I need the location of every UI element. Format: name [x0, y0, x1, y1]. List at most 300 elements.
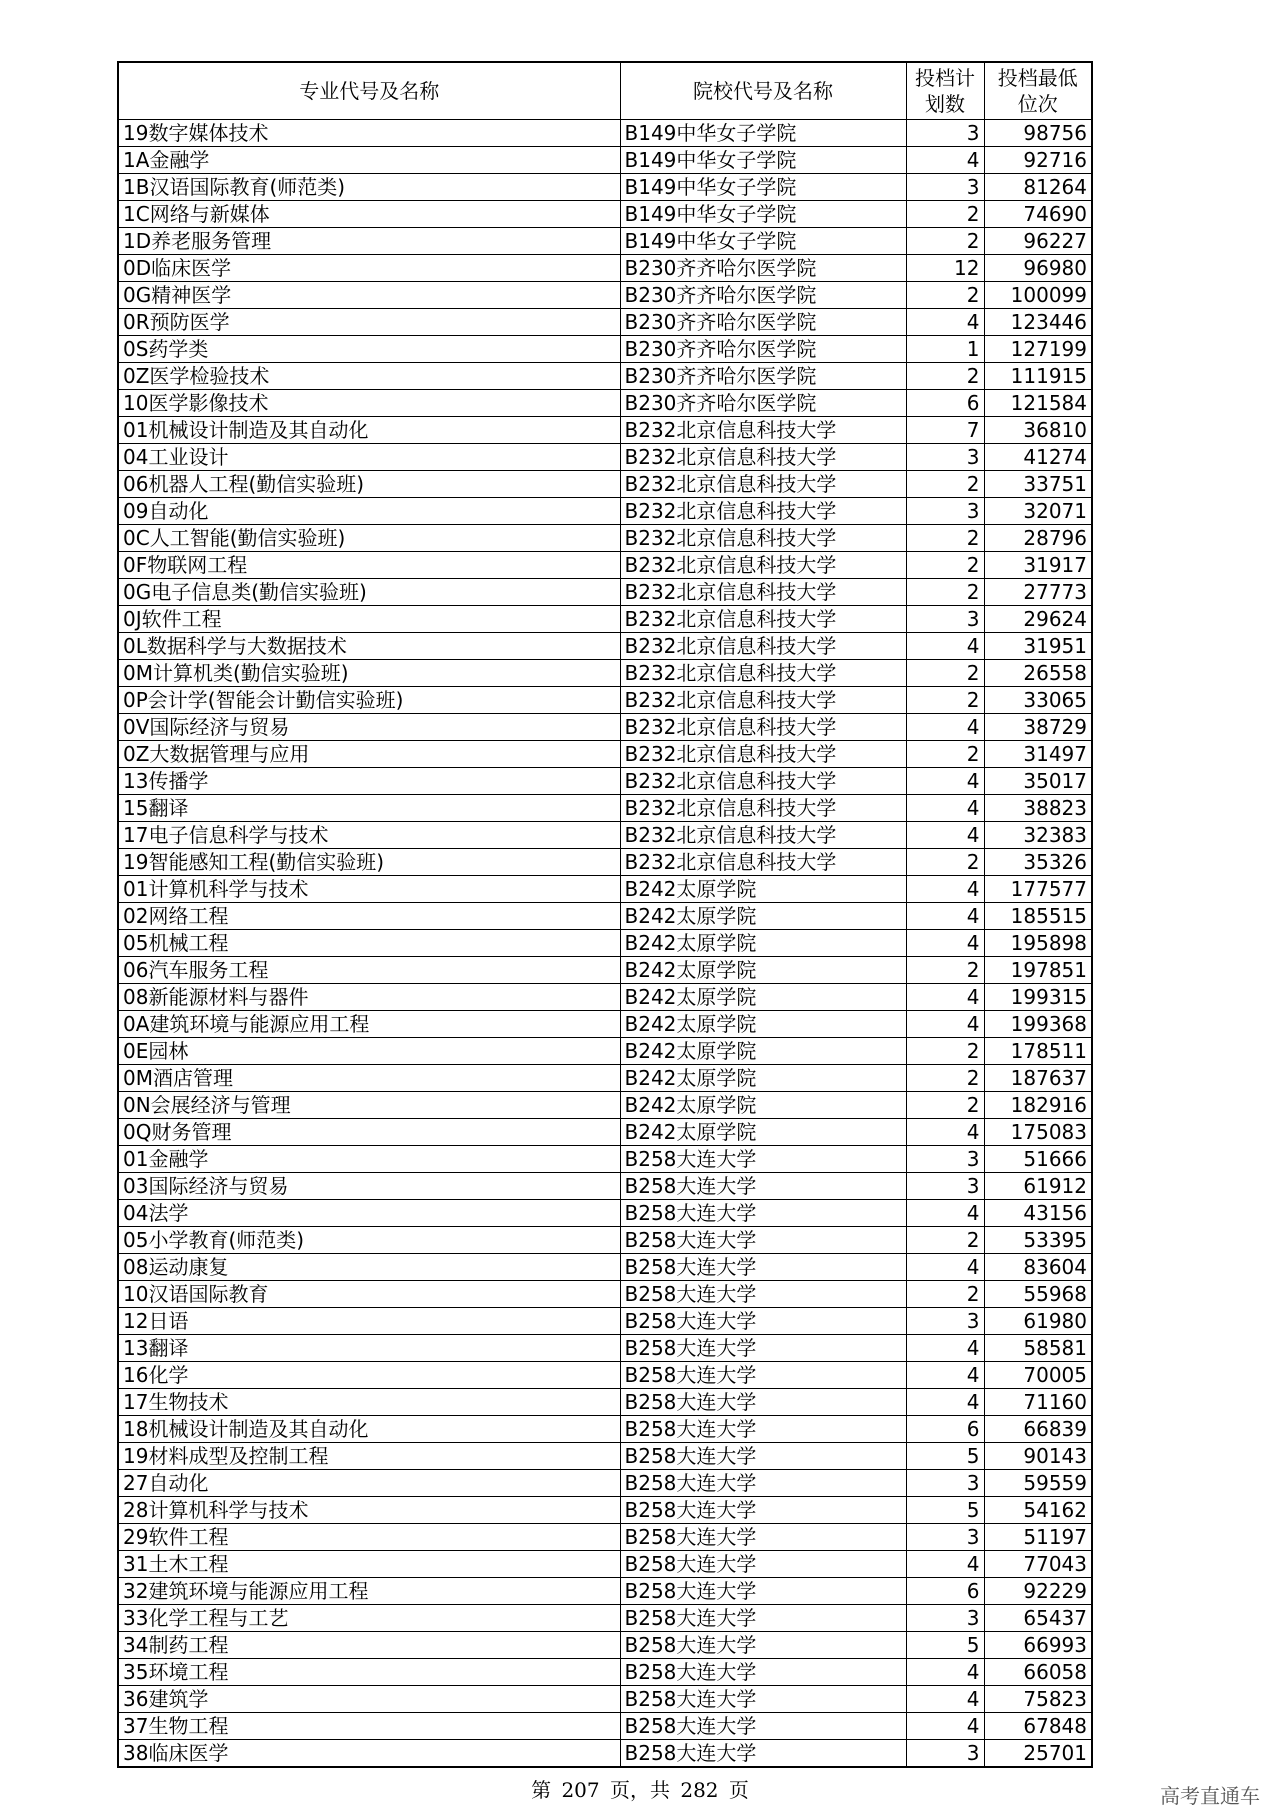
cell-plan-count: 2	[906, 741, 984, 768]
cell-school: B149中华女子学院	[620, 201, 906, 228]
table-row	[118, 309, 1092, 336]
cell-min-rank: 33751	[984, 471, 1092, 498]
admission-table	[117, 61, 1093, 1768]
cell-major: 18机械设计制造及其自动化	[118, 1416, 620, 1443]
cell-school: B258大连大学	[620, 1740, 906, 1768]
cell-major: 05小学教育(师范类)	[118, 1227, 620, 1254]
cell-min-rank: 81264	[984, 174, 1092, 201]
cell-school: B258大连大学	[620, 1335, 906, 1362]
cell-plan-count: 4	[906, 768, 984, 795]
cell-plan-count: 2	[906, 660, 984, 687]
table-row	[118, 714, 1092, 741]
cell-major: 01计算机科学与技术	[118, 876, 620, 903]
cell-major: 05机械工程	[118, 930, 620, 957]
cell-major: 38临床医学	[118, 1740, 620, 1768]
cell-min-rank: 96227	[984, 228, 1092, 255]
table-row	[118, 687, 1092, 714]
table-row	[118, 201, 1092, 228]
cell-major: 0M计算机类(勤信实验班)	[118, 660, 620, 687]
cell-min-rank: 61912	[984, 1173, 1092, 1200]
cell-plan-count: 3	[906, 1524, 984, 1551]
cell-min-rank: 66839	[984, 1416, 1092, 1443]
cell-plan-count: 5	[906, 1443, 984, 1470]
cell-plan-count: 3	[906, 1146, 984, 1173]
cell-school: B232北京信息科技大学	[620, 471, 906, 498]
header-row	[118, 62, 1092, 120]
cell-major: 0G电子信息类(勤信实验班)	[118, 579, 620, 606]
cell-min-rank: 31951	[984, 633, 1092, 660]
cell-min-rank: 27773	[984, 579, 1092, 606]
table-row	[118, 1740, 1092, 1768]
table-row	[118, 1146, 1092, 1173]
cell-plan-count: 4	[906, 822, 984, 849]
cell-min-rank: 54162	[984, 1497, 1092, 1524]
cell-plan-count: 4	[906, 147, 984, 174]
cell-major: 0J软件工程	[118, 606, 620, 633]
cell-min-rank: 177577	[984, 876, 1092, 903]
header-plan-text: 投档计划数	[915, 66, 975, 116]
table-row	[118, 660, 1092, 687]
brand-watermark: 高考直通车	[1160, 1784, 1260, 1808]
cell-school: B258大连大学	[620, 1713, 906, 1740]
cell-min-rank: 199368	[984, 1011, 1092, 1038]
cell-min-rank: 66058	[984, 1659, 1092, 1686]
header-rank-text: 投档最低位次	[997, 66, 1078, 116]
cell-plan-count: 7	[906, 417, 984, 444]
cell-plan-count: 2	[906, 201, 984, 228]
cell-major: 01金融学	[118, 1146, 620, 1173]
cell-major: 06汽车服务工程	[118, 957, 620, 984]
cell-school: B230齐齐哈尔医学院	[620, 309, 906, 336]
cell-major: 0P会计学(智能会计勤信实验班)	[118, 687, 620, 714]
cell-plan-count: 2	[906, 957, 984, 984]
table-row	[118, 390, 1092, 417]
cell-plan-count: 2	[906, 1281, 984, 1308]
cell-major: 1D养老服务管理	[118, 228, 620, 255]
cell-major: 19材料成型及控制工程	[118, 1443, 620, 1470]
cell-school: B258大连大学	[620, 1551, 906, 1578]
cell-school: B232北京信息科技大学	[620, 660, 906, 687]
cell-min-rank: 53395	[984, 1227, 1092, 1254]
table-row	[118, 1227, 1092, 1254]
cell-school: B230齐齐哈尔医学院	[620, 336, 906, 363]
cell-school: B232北京信息科技大学	[620, 633, 906, 660]
cell-school: B230齐齐哈尔医学院	[620, 282, 906, 309]
cell-min-rank: 41274	[984, 444, 1092, 471]
cell-major: 10医学影像技术	[118, 390, 620, 417]
cell-min-rank: 70005	[984, 1362, 1092, 1389]
cell-plan-count: 12	[906, 255, 984, 282]
cell-school: B242太原学院	[620, 876, 906, 903]
cell-school: B232北京信息科技大学	[620, 606, 906, 633]
cell-plan-count: 4	[906, 1254, 984, 1281]
table-row	[118, 795, 1092, 822]
table-row	[118, 255, 1092, 282]
cell-major: 09自动化	[118, 498, 620, 525]
cell-major: 0G精神医学	[118, 282, 620, 309]
cell-school: B149中华女子学院	[620, 228, 906, 255]
cell-major: 37生物工程	[118, 1713, 620, 1740]
cell-major: 27自动化	[118, 1470, 620, 1497]
cell-min-rank: 58581	[984, 1335, 1092, 1362]
cell-school: B258大连大学	[620, 1389, 906, 1416]
cell-plan-count: 3	[906, 120, 984, 147]
cell-school: B258大连大学	[620, 1443, 906, 1470]
cell-major: 0D临床医学	[118, 255, 620, 282]
cell-min-rank: 29624	[984, 606, 1092, 633]
cell-school: B258大连大学	[620, 1497, 906, 1524]
cell-plan-count: 2	[906, 687, 984, 714]
page-footer	[0, 1774, 1280, 1803]
cell-school: B149中华女子学院	[620, 174, 906, 201]
cell-school: B232北京信息科技大学	[620, 768, 906, 795]
cell-plan-count: 1	[906, 336, 984, 363]
cell-major: 0C人工智能(勤信实验班)	[118, 525, 620, 552]
cell-min-rank: 74690	[984, 201, 1092, 228]
cell-plan-count: 4	[906, 633, 984, 660]
cell-plan-count: 4	[906, 1659, 984, 1686]
cell-plan-count: 4	[906, 1119, 984, 1146]
cell-plan-count: 4	[906, 984, 984, 1011]
cell-min-rank: 55968	[984, 1281, 1092, 1308]
cell-major: 0Z大数据管理与应用	[118, 741, 620, 768]
table-row	[118, 552, 1092, 579]
cell-min-rank: 36810	[984, 417, 1092, 444]
table-row	[118, 1713, 1092, 1740]
cell-school: B232北京信息科技大学	[620, 552, 906, 579]
table-row	[118, 768, 1092, 795]
cell-major: 0L数据科学与大数据技术	[118, 633, 620, 660]
cell-plan-count: 4	[906, 876, 984, 903]
cell-min-rank: 92716	[984, 147, 1092, 174]
cell-school: B232北京信息科技大学	[620, 525, 906, 552]
cell-min-rank: 38729	[984, 714, 1092, 741]
table-row	[118, 1254, 1092, 1281]
cell-major: 0R预防医学	[118, 309, 620, 336]
header-school: 院校代号及名称	[620, 62, 906, 120]
cell-min-rank: 199315	[984, 984, 1092, 1011]
cell-plan-count: 4	[906, 1362, 984, 1389]
cell-plan-count: 4	[906, 1713, 984, 1740]
cell-major: 0F物联网工程	[118, 552, 620, 579]
cell-plan-count: 6	[906, 390, 984, 417]
cell-plan-count: 4	[906, 1686, 984, 1713]
cell-major: 16化学	[118, 1362, 620, 1389]
table-row	[118, 1497, 1092, 1524]
cell-school: B232北京信息科技大学	[620, 579, 906, 606]
cell-min-rank: 26558	[984, 660, 1092, 687]
table-row	[118, 633, 1092, 660]
table-row	[118, 741, 1092, 768]
cell-major: 1B汉语国际教育(师范类)	[118, 174, 620, 201]
cell-plan-count: 5	[906, 1497, 984, 1524]
cell-school: B258大连大学	[620, 1659, 906, 1686]
cell-school: B230齐齐哈尔医学院	[620, 363, 906, 390]
cell-school: B258大连大学	[620, 1227, 906, 1254]
cell-min-rank: 121584	[984, 390, 1092, 417]
table-row	[118, 417, 1092, 444]
table-row	[118, 1551, 1092, 1578]
cell-plan-count: 3	[906, 1470, 984, 1497]
table-row	[118, 1443, 1092, 1470]
cell-plan-count: 2	[906, 1065, 984, 1092]
cell-major: 10汉语国际教育	[118, 1281, 620, 1308]
cell-school: B242太原学院	[620, 1092, 906, 1119]
cell-major: 0A建筑环境与能源应用工程	[118, 1011, 620, 1038]
cell-school: B232北京信息科技大学	[620, 741, 906, 768]
cell-school: B242太原学院	[620, 903, 906, 930]
cell-min-rank: 100099	[984, 282, 1092, 309]
table-row	[118, 147, 1092, 174]
cell-major: 32建筑环境与能源应用工程	[118, 1578, 620, 1605]
table-row	[118, 444, 1092, 471]
header-rank	[984, 62, 1092, 120]
cell-major: 0N会展经济与管理	[118, 1092, 620, 1119]
cell-major: 04法学	[118, 1200, 620, 1227]
table-row	[118, 1065, 1092, 1092]
cell-min-rank: 35326	[984, 849, 1092, 876]
table-row	[118, 1308, 1092, 1335]
cell-plan-count: 2	[906, 1092, 984, 1119]
table-row	[118, 363, 1092, 390]
cell-plan-count: 3	[906, 1605, 984, 1632]
cell-major: 13传播学	[118, 768, 620, 795]
cell-major: 08运动康复	[118, 1254, 620, 1281]
cell-school: B258大连大学	[620, 1605, 906, 1632]
cell-plan-count: 4	[906, 714, 984, 741]
cell-major: 15翻译	[118, 795, 620, 822]
table-row	[118, 525, 1092, 552]
table-row	[118, 1362, 1092, 1389]
table-row	[118, 930, 1092, 957]
cell-plan-count: 3	[906, 498, 984, 525]
cell-school: B258大连大学	[620, 1254, 906, 1281]
cell-school: B258大连大学	[620, 1632, 906, 1659]
header-plan	[906, 62, 984, 120]
cell-school: B258大连大学	[620, 1308, 906, 1335]
cell-min-rank: 61980	[984, 1308, 1092, 1335]
table-row	[118, 903, 1092, 930]
cell-min-rank: 25701	[984, 1740, 1092, 1768]
cell-plan-count: 4	[906, 903, 984, 930]
cell-plan-count: 4	[906, 1011, 984, 1038]
cell-major: 31土木工程	[118, 1551, 620, 1578]
cell-min-rank: 65437	[984, 1605, 1092, 1632]
cell-major: 33化学工程与工艺	[118, 1605, 620, 1632]
cell-major: 0Z医学检验技术	[118, 363, 620, 390]
cell-plan-count: 2	[906, 1227, 984, 1254]
cell-major: 17生物技术	[118, 1389, 620, 1416]
cell-min-rank: 111915	[984, 363, 1092, 390]
cell-major: 06机器人工程(勤信实验班)	[118, 471, 620, 498]
table-row	[118, 957, 1092, 984]
cell-school: B232北京信息科技大学	[620, 795, 906, 822]
cell-min-rank: 182916	[984, 1092, 1092, 1119]
cell-plan-count: 3	[906, 1173, 984, 1200]
footer-current-page: 207	[561, 1778, 600, 1802]
cell-major: 36建筑学	[118, 1686, 620, 1713]
cell-min-rank: 195898	[984, 930, 1092, 957]
cell-major: 1C网络与新媒体	[118, 201, 620, 228]
cell-major: 02网络工程	[118, 903, 620, 930]
table-row	[118, 1173, 1092, 1200]
cell-min-rank: 83604	[984, 1254, 1092, 1281]
table-row	[118, 1281, 1092, 1308]
cell-school: B258大连大学	[620, 1686, 906, 1713]
table-row	[118, 579, 1092, 606]
cell-major: 19智能感知工程(勤信实验班)	[118, 849, 620, 876]
cell-school: B232北京信息科技大学	[620, 849, 906, 876]
cell-min-rank: 197851	[984, 957, 1092, 984]
cell-plan-count: 3	[906, 1308, 984, 1335]
table-row	[118, 1335, 1092, 1362]
cell-school: B258大连大学	[620, 1362, 906, 1389]
cell-plan-count: 4	[906, 1335, 984, 1362]
table-row	[118, 1659, 1092, 1686]
cell-school: B258大连大学	[620, 1173, 906, 1200]
cell-school: B230齐齐哈尔医学院	[620, 390, 906, 417]
table-row	[118, 1389, 1092, 1416]
table-row	[118, 876, 1092, 903]
cell-min-rank: 71160	[984, 1389, 1092, 1416]
table-row	[118, 984, 1092, 1011]
cell-min-rank: 66993	[984, 1632, 1092, 1659]
cell-plan-count: 2	[906, 363, 984, 390]
cell-min-rank: 31917	[984, 552, 1092, 579]
cell-min-rank: 51197	[984, 1524, 1092, 1551]
cell-school: B232北京信息科技大学	[620, 498, 906, 525]
cell-plan-count: 4	[906, 1551, 984, 1578]
cell-plan-count: 2	[906, 1038, 984, 1065]
table-row	[118, 1605, 1092, 1632]
cell-major: 19数字媒体技术	[118, 120, 620, 147]
cell-school: B258大连大学	[620, 1200, 906, 1227]
cell-min-rank: 185515	[984, 903, 1092, 930]
cell-min-rank: 75823	[984, 1686, 1092, 1713]
cell-plan-count: 4	[906, 309, 984, 336]
cell-major: 0S药学类	[118, 336, 620, 363]
cell-min-rank: 90143	[984, 1443, 1092, 1470]
cell-school: B258大连大学	[620, 1524, 906, 1551]
cell-plan-count: 4	[906, 1389, 984, 1416]
cell-school: B149中华女子学院	[620, 120, 906, 147]
cell-major: 04工业设计	[118, 444, 620, 471]
cell-min-rank: 32383	[984, 822, 1092, 849]
cell-school: B242太原学院	[620, 1038, 906, 1065]
cell-major: 17电子信息科学与技术	[118, 822, 620, 849]
table-row	[118, 282, 1092, 309]
cell-min-rank: 98756	[984, 120, 1092, 147]
table-row	[118, 1524, 1092, 1551]
cell-school: B258大连大学	[620, 1416, 906, 1443]
table-row	[118, 1470, 1092, 1497]
cell-school: B258大连大学	[620, 1146, 906, 1173]
cell-school: B258大连大学	[620, 1470, 906, 1497]
cell-min-rank: 127199	[984, 336, 1092, 363]
cell-plan-count: 6	[906, 1578, 984, 1605]
cell-min-rank: 67848	[984, 1713, 1092, 1740]
table-row	[118, 822, 1092, 849]
cell-school: B242太原学院	[620, 1119, 906, 1146]
cell-min-rank: 31497	[984, 741, 1092, 768]
cell-major: 0E园林	[118, 1038, 620, 1065]
table-row	[118, 1578, 1092, 1605]
cell-major: 03国际经济与贸易	[118, 1173, 620, 1200]
cell-min-rank: 175083	[984, 1119, 1092, 1146]
cell-plan-count: 2	[906, 471, 984, 498]
cell-min-rank: 33065	[984, 687, 1092, 714]
table-row	[118, 1038, 1092, 1065]
cell-school: B232北京信息科技大学	[620, 687, 906, 714]
cell-min-rank: 178511	[984, 1038, 1092, 1065]
cell-min-rank: 32071	[984, 498, 1092, 525]
cell-major: 0V国际经济与贸易	[118, 714, 620, 741]
footer-suffix: 页	[728, 1778, 749, 1802]
cell-plan-count: 4	[906, 1200, 984, 1227]
cell-school: B242太原学院	[620, 1011, 906, 1038]
cell-school: B242太原学院	[620, 930, 906, 957]
table-row	[118, 606, 1092, 633]
table-row	[118, 336, 1092, 363]
table-row	[118, 120, 1092, 147]
cell-plan-count: 3	[906, 606, 984, 633]
cell-major: 28计算机科学与技术	[118, 1497, 620, 1524]
cell-major: 1A金融学	[118, 147, 620, 174]
cell-major: 0M酒店管理	[118, 1065, 620, 1092]
cell-major: 13翻译	[118, 1335, 620, 1362]
cell-plan-count: 2	[906, 849, 984, 876]
cell-school: B242太原学院	[620, 984, 906, 1011]
table-row	[118, 471, 1092, 498]
cell-min-rank: 43156	[984, 1200, 1092, 1227]
cell-plan-count: 4	[906, 795, 984, 822]
cell-plan-count: 2	[906, 228, 984, 255]
cell-major: 0Q财务管理	[118, 1119, 620, 1146]
cell-school: B242太原学院	[620, 1065, 906, 1092]
cell-min-rank: 35017	[984, 768, 1092, 795]
cell-plan-count: 4	[906, 930, 984, 957]
cell-school: B232北京信息科技大学	[620, 822, 906, 849]
cell-plan-count: 2	[906, 282, 984, 309]
cell-major: 34制药工程	[118, 1632, 620, 1659]
cell-school: B258大连大学	[620, 1578, 906, 1605]
table-row	[118, 1092, 1092, 1119]
cell-plan-count: 2	[906, 525, 984, 552]
cell-major: 35环境工程	[118, 1659, 620, 1686]
table-row	[118, 1686, 1092, 1713]
cell-school: B242太原学院	[620, 957, 906, 984]
cell-school: B232北京信息科技大学	[620, 444, 906, 471]
cell-min-rank: 51666	[984, 1146, 1092, 1173]
cell-school: B232北京信息科技大学	[620, 417, 906, 444]
table-row	[118, 1632, 1092, 1659]
table-row	[118, 1200, 1092, 1227]
footer-mid: 页，共	[610, 1778, 670, 1802]
footer-prefix: 第	[531, 1778, 552, 1802]
cell-min-rank: 92229	[984, 1578, 1092, 1605]
cell-plan-count: 5	[906, 1632, 984, 1659]
cell-major: 12日语	[118, 1308, 620, 1335]
table-row	[118, 174, 1092, 201]
cell-plan-count: 3	[906, 1740, 984, 1768]
cell-school: B232北京信息科技大学	[620, 714, 906, 741]
table-row	[118, 1119, 1092, 1146]
cell-school: B230齐齐哈尔医学院	[620, 255, 906, 282]
cell-major: 01机械设计制造及其自动化	[118, 417, 620, 444]
table-row	[118, 228, 1092, 255]
cell-min-rank: 59559	[984, 1470, 1092, 1497]
cell-min-rank: 28796	[984, 525, 1092, 552]
